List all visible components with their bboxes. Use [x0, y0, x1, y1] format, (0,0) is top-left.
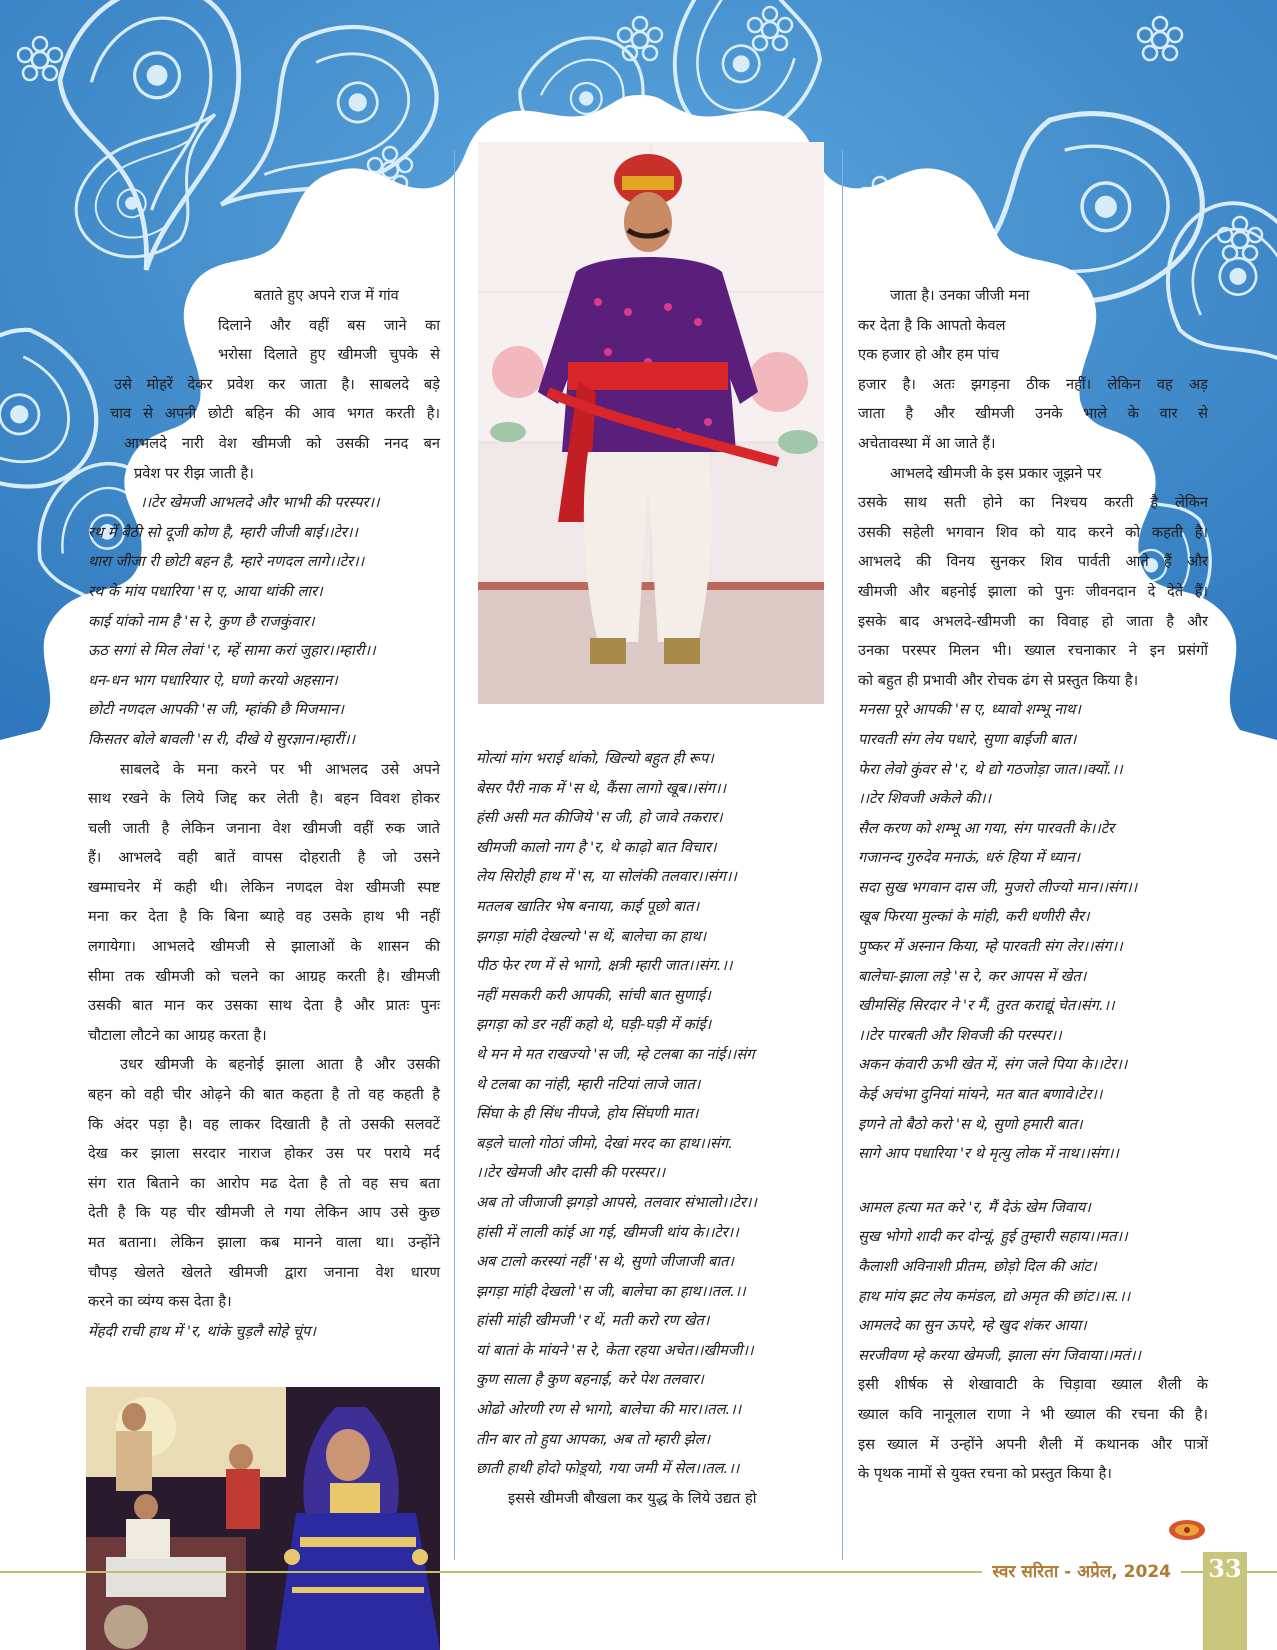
verse-line: झगड़ा को डर नहीं कहो थे, घड़ी-घड़ी में कांई। — [476, 1016, 712, 1034]
text-line: मत बताना। लेकिन झाला कब मानने वाला था। उन्होंने — [88, 1234, 440, 1251]
khimji-performer-photo — [478, 142, 824, 704]
text-line: प्रवेश पर रीझ जाती है। — [134, 464, 254, 482]
verse-line: लेय सिरोही हाथ में 'स, या सोलंकी तलवार।।संग।। — [476, 868, 737, 886]
verse-line: पारवती संग लेय पधारे, सुणा बाईजी बात। — [858, 730, 1077, 748]
verse-line: यां बातां के मांयने 'स रे, केता रहया अचेत।।खीमजी।। — [476, 1341, 754, 1359]
text-line: लगायेगा। आभलदे खीमजी से झालाओं के शासन की — [88, 938, 440, 956]
verse-line: ।।टेर खेमजी आभलदे और भाभी की परस्पर।। — [140, 494, 380, 512]
text-line: संग रात बिताने का आरोप मढ देता है तो वह सच बता — [88, 1174, 440, 1192]
verse-line: कैलाशी अविनाशी प्रीतम, छोड़ो दिल की आंट। — [858, 1258, 1097, 1275]
verse-line: इणने तो बैठो करो 'स थे, सुणो हमारी बात। — [858, 1115, 1083, 1133]
text-column-3 — [858, 281, 1208, 1489]
verse-line: सुख भोगो शादी कर दोन्यूं, हुई तुम्हारी सहाय।।मत।। — [858, 1228, 1128, 1246]
text-line: के पृथक नामों से युक्त रचना को प्रस्तुत किया है। — [858, 1465, 1112, 1483]
col3-paragraph-3 — [858, 1370, 1208, 1488]
text-line: उनका परस्पर मिलन भी। ख्याल रचनाकार ने इन प्रसंगों — [858, 642, 1208, 660]
text-column-1 — [88, 281, 440, 1346]
text-line: बहन को वही चीर ओढ़ने की बात कहता है तो वह कहती है — [88, 1086, 440, 1104]
verse-line: बेसर पैरी नाक में 'स थे, कैंसा लागो खूब।।संग।। — [476, 779, 726, 797]
text-line: इस ख्याल में उन्होंने अपनी शैली में कथानक और पात्रों — [858, 1435, 1208, 1453]
col2-verse — [476, 744, 826, 1484]
text-line: दिलाने और वहीं बस जाने का — [218, 316, 440, 334]
text-line: चाव से अपनी छोटी बहिन की आव भगत करती है। — [110, 405, 440, 423]
text-line: हजार है। अतः झगड़ना ठीक नहीं। लेकिन वह अड़ — [858, 375, 1208, 393]
text-line: एक हजार हो और हम पांच — [858, 346, 1000, 364]
verse-line: थारा जीजा री छोटी बहन है, म्हारे नणदल लागे।।टेर।। — [88, 553, 365, 571]
col1-verse-1 — [88, 488, 440, 754]
verse-line: आमलदे का सुन ऊपरे, म्हे खुद शंकर आया। — [858, 1317, 1087, 1335]
text-line: इसके बाद अभलदे-खीमजी का विवाह हो जाता है और — [858, 612, 1208, 630]
col1-paragraph-3 — [88, 1050, 440, 1316]
col1-verse-2 — [88, 1317, 440, 1347]
verse-line: मेंहदी राची हाथ में 'र, थांके चुड़लै सोहे चूंप। — [88, 1322, 316, 1340]
text-line: कर देता है कि आपतो केवल — [858, 316, 1006, 334]
end-mark-icon — [1167, 1518, 1207, 1542]
verse-line: ।।टेर खेमजी और दासी की परस्पर।। — [476, 1164, 666, 1182]
verse-line: छाती हाथी होदो फोड़्यो, गया जमी में सेल।।तल.।। — [476, 1460, 740, 1478]
verse-line: आमल हत्या मत करे 'र, मैं देऊं खेम जिवाय। — [858, 1198, 1091, 1216]
verse-line: झगड़ा मांही देखल्यो 'स थें, बालेचा का हाथ। — [476, 927, 707, 945]
text-column-2 — [476, 744, 826, 1513]
text-line: अचेतावस्था में आ जाते हैं। — [858, 434, 996, 452]
verse-line: खूब फिरया मुल्कां के मांही, करी धणीरी सैर। — [858, 908, 1090, 926]
text-line: उसकी सहेली भगवान शिव को याद करने को कहती है। — [858, 523, 1208, 541]
text-line: आभलदे नारी वेश खीमजी को उसकी ननद बन — [124, 434, 440, 452]
verse-line: हांसी में लाली कांई आ गई, खीमजी थांय के।।टेर।। — [476, 1223, 739, 1241]
column-divider-left — [454, 150, 455, 1560]
verse-line: ओढो ओरणी रण से भागो, बालेचा की मार।।तल.।। — [476, 1401, 742, 1419]
verse-line: छोटी नणदल आपकी 'स जी, म्हांकी छै मिजमान। — [88, 701, 344, 719]
text-line: देती है कि यह चीर खीमजी ले गया लेकिन आप उसे कुछ — [88, 1204, 440, 1222]
col3-paragraph-2 — [858, 459, 1208, 696]
verse-line: मनसा पूरे आपकी 'स ए, ध्यावो शम्भू नाथ। — [858, 701, 1081, 719]
text-line: आभलदे की विनय सुनकर शिव पार्वती आते हैं और — [858, 553, 1208, 571]
verse-line: सदा सुख भगवान दास जी, मुजरो लीज्यो मान।।संग।। — [858, 878, 1138, 896]
text-line: चली जाती है लेकिन जनाना वेश खीमजी वहीं रुक जाते — [88, 819, 440, 837]
text-line: खीमजी और बहनोई झाला को पुनः जीवनदान दे देते हैं। — [858, 582, 1208, 600]
verse-line: किसतर बोले बावली 'स री, दीखे ये सुरज्ञान।म्हारीं।। — [88, 730, 356, 748]
verse-line: पीठ फेर रण में से भागो, क्षत्री म्हारी जात।।संग.।। — [476, 957, 733, 975]
text-line: भरोसा दिलाते हुए खीमजी चुपके से — [218, 346, 440, 364]
col3-paragraph-1 — [858, 281, 1208, 459]
verse-line: हांसी मांही खीमजी 'र थें, मती करो रण खेत। — [476, 1312, 710, 1330]
verse-line: रथ के मांय पधारिया 'स ए, आया थांकी लार। — [88, 582, 323, 600]
verse-line: काई यांको नाम है 'स रे, कुण छै राजकुंवार। — [88, 612, 315, 630]
text-line: को बहुत ही प्रभावी और रोचक ढंग से प्रस्तुत किया है। — [858, 671, 1139, 689]
verse-line: सैल करण को शम्भू आ गया, संग पारवती के।।टेर — [858, 819, 1115, 837]
text-line: खम्माचनेर में कही थी। लेकिन नणदल वेश खीमजी स्पष्ट — [88, 878, 440, 896]
text-line: सीमा तक खीमजी को चलने का आग्रह करती है। खीमजी — [88, 967, 440, 985]
text-line: उसे मोहरें देकर प्रवेश कर जाता है। साबलदे बड़े — [114, 375, 440, 393]
verse-line: झगड़ा मांही देखलो 'स जी, बालेचा का हाथ।।तल.।। — [476, 1282, 746, 1300]
verse-line: अकन कंवारी ऊभी खेत में, संग जले पिया के।।टेर।। — [858, 1056, 1128, 1074]
text-line: उसकी बात मान कर उसका साथ देता है और प्रातः पुनः — [88, 997, 440, 1015]
text-line: मना कर देता है कि बिना ब्याहे वह उसके हाथ भी नहीं — [88, 908, 440, 926]
verse-line: ।।टेर पारबती और शिवजी की परस्पर।। — [858, 1026, 1062, 1044]
verse-line: सागे आप पधारिया 'र थे मृत्यु लोक में नाथ।।संग।। — [858, 1145, 1119, 1163]
text-line: करने का व्यंग्य कस देता है। — [88, 1293, 232, 1311]
verse-line: मोत्यां मांग भराई थांको, खिल्यो बहुत ही रूप। — [476, 750, 714, 767]
text-line: आभलदे खीमजी के इस प्रकार जूझने पर — [890, 464, 1102, 482]
col3-verse-2 — [858, 1193, 1208, 1371]
col1-paragraph-1 — [88, 281, 440, 488]
verse-line: मतलब खातिर भेष बनाया, काई पूछो बात। — [476, 897, 700, 915]
text-line: बताते हुए अपने राज में गांव — [254, 287, 399, 304]
verse-line: रथ में बैठी सो दूजी कोण है, म्हारी जीजी बाई।।टेर।। — [88, 523, 358, 541]
verse-line: तीन बार तो हुया आपका, अब तो म्हारी झेल। — [476, 1430, 711, 1448]
text-line: देख कर झाला सरदार नाराज होकर उस पर पराये मर्द — [88, 1145, 440, 1163]
verse-line: धन-धन भाग पधारियार ऐ, घणो करयो अहसान। — [88, 671, 338, 689]
col3-verse-1 — [858, 695, 1208, 1169]
verse-line: ।।टेर शिवजी अकेले की।। — [858, 790, 992, 808]
text-line: चौटाला लौटने का आग्रह करता है। — [88, 1026, 267, 1044]
magazine-issue-label: स्वर सरिता - अप्रेल, 2024 — [982, 1560, 1181, 1584]
verse-line: गजानन्द गुरुदेव मनाऊं, धरुं हिया में ध्यान। — [858, 849, 1081, 867]
verse-line: केई अचंभा दुनियां मांयने, मत बात बणावे।टेर।। — [858, 1086, 1103, 1104]
verse-line: अब तो जीजाजी झगड़ो आपसे, तलवार संभालो।।टेर।। — [476, 1193, 757, 1211]
text-line: जाता है और खीमजी उनके भाले के वार से — [858, 405, 1208, 423]
verse-line: फेरा लेवो कुंवर से 'र, थे द्यो गठजोड़ा जात।।क्यों.।। — [858, 760, 1123, 778]
text-line: इसी शीर्षक से शेखावाटी के चिड़ावा ख्याल शैली के — [858, 1376, 1208, 1394]
verse-line: खीमसिंह सिरदार ने 'र मैं, तुरत कराद्यूं चेत।संग.।। — [858, 997, 1115, 1015]
text-line: उसके साथ सती होने का निश्चय करती है लेकिन — [858, 494, 1208, 512]
text-line: हैं। आभलदे वही बातें वापस दोहराती है जो उसने — [88, 849, 440, 867]
text-line: चौपड़ खेलते खेलते खीमजी द्वारा जनाना वेश धारण — [88, 1263, 440, 1281]
verse-line: थे मन मे मत राखज्यो 'स जी, म्हे टलबा का नांई।।संग — [476, 1045, 755, 1063]
verse-line: बड़ले चालो गोठां जीमो, देखां मरद का हाथ।।संग. — [476, 1134, 733, 1152]
verse-line: सिंघा के ही सिंध नीपजे, होय सिंघणी मात। — [476, 1105, 699, 1123]
text-line: साथ रखने के लिये जिद्द कर लेती है। बहन विवश होकर — [88, 790, 440, 808]
verse-line: हाथ मांय झट लेय कमंडल, द्यो अमृत की छांट।।स.।। — [858, 1287, 1131, 1305]
verse-line: कुण साला है कुण बहनाई, करे पेश तलवार। — [476, 1371, 704, 1389]
text-line: ख्याल कवि नानूलाल राणा ने भी ख्याल की रचना की है। — [858, 1405, 1208, 1423]
stanza-gap — [858, 1169, 1208, 1193]
col1-paragraph-2 — [88, 755, 440, 1051]
verse-line: पुष्कर में अस्नान किया, म्हे पारवती संग लेर।।संग।। — [858, 938, 1123, 956]
text-line: साबलदे के मना करने पर भी आभलद उसे अपने — [120, 760, 440, 778]
verse-line: थे टलबा का नांही, म्हारी नटियां लाजे जात। — [476, 1075, 701, 1093]
verse-line: हंसी असी मत कीजिये 'स जी, हो जावे तकरार। — [476, 809, 723, 827]
stage-performers-photo — [86, 1387, 440, 1650]
verse-line: सरजीवण म्हे करया खेमजी, झाला संग जिवाया।।मतं।। — [858, 1346, 1141, 1364]
text-line: जाता है। उनका जीजी मना — [890, 287, 1030, 304]
verse-line: बालेचा-झाला लड़े 'स रे, कर आपस में खेत। — [858, 967, 1087, 985]
text-line: कि अंदर पड़ा है। वह लाकर दिखाती है तो उसकी सलवटें — [88, 1115, 440, 1133]
verse-line: खीमजी कालो नाग है 'र, थे काढ़ो बात विचार। — [476, 838, 717, 856]
col2-paragraph-1 — [476, 1484, 826, 1514]
text-line: उधर खीमजी के बहनोई झाला आता है और उसकी — [120, 1056, 440, 1074]
verse-line: अब टालो करस्यां नहीं 'स थे, सुणो जीजाजी बात। — [476, 1253, 734, 1271]
column-divider-right — [842, 150, 843, 1560]
text-line: इससे खीमजी बौखला कर युद्ध के लिये उद्यत हो — [508, 1489, 757, 1507]
verse-line: नहीं मसकरी करी आपकी, सांची बात सुणाई। — [476, 986, 711, 1004]
page-number: 33 — [1208, 1554, 1242, 1583]
verse-line: ऊठ सगां से मिल लेवां 'र, म्हें सामा करां जुहार।।म्हारी।। — [88, 642, 376, 660]
